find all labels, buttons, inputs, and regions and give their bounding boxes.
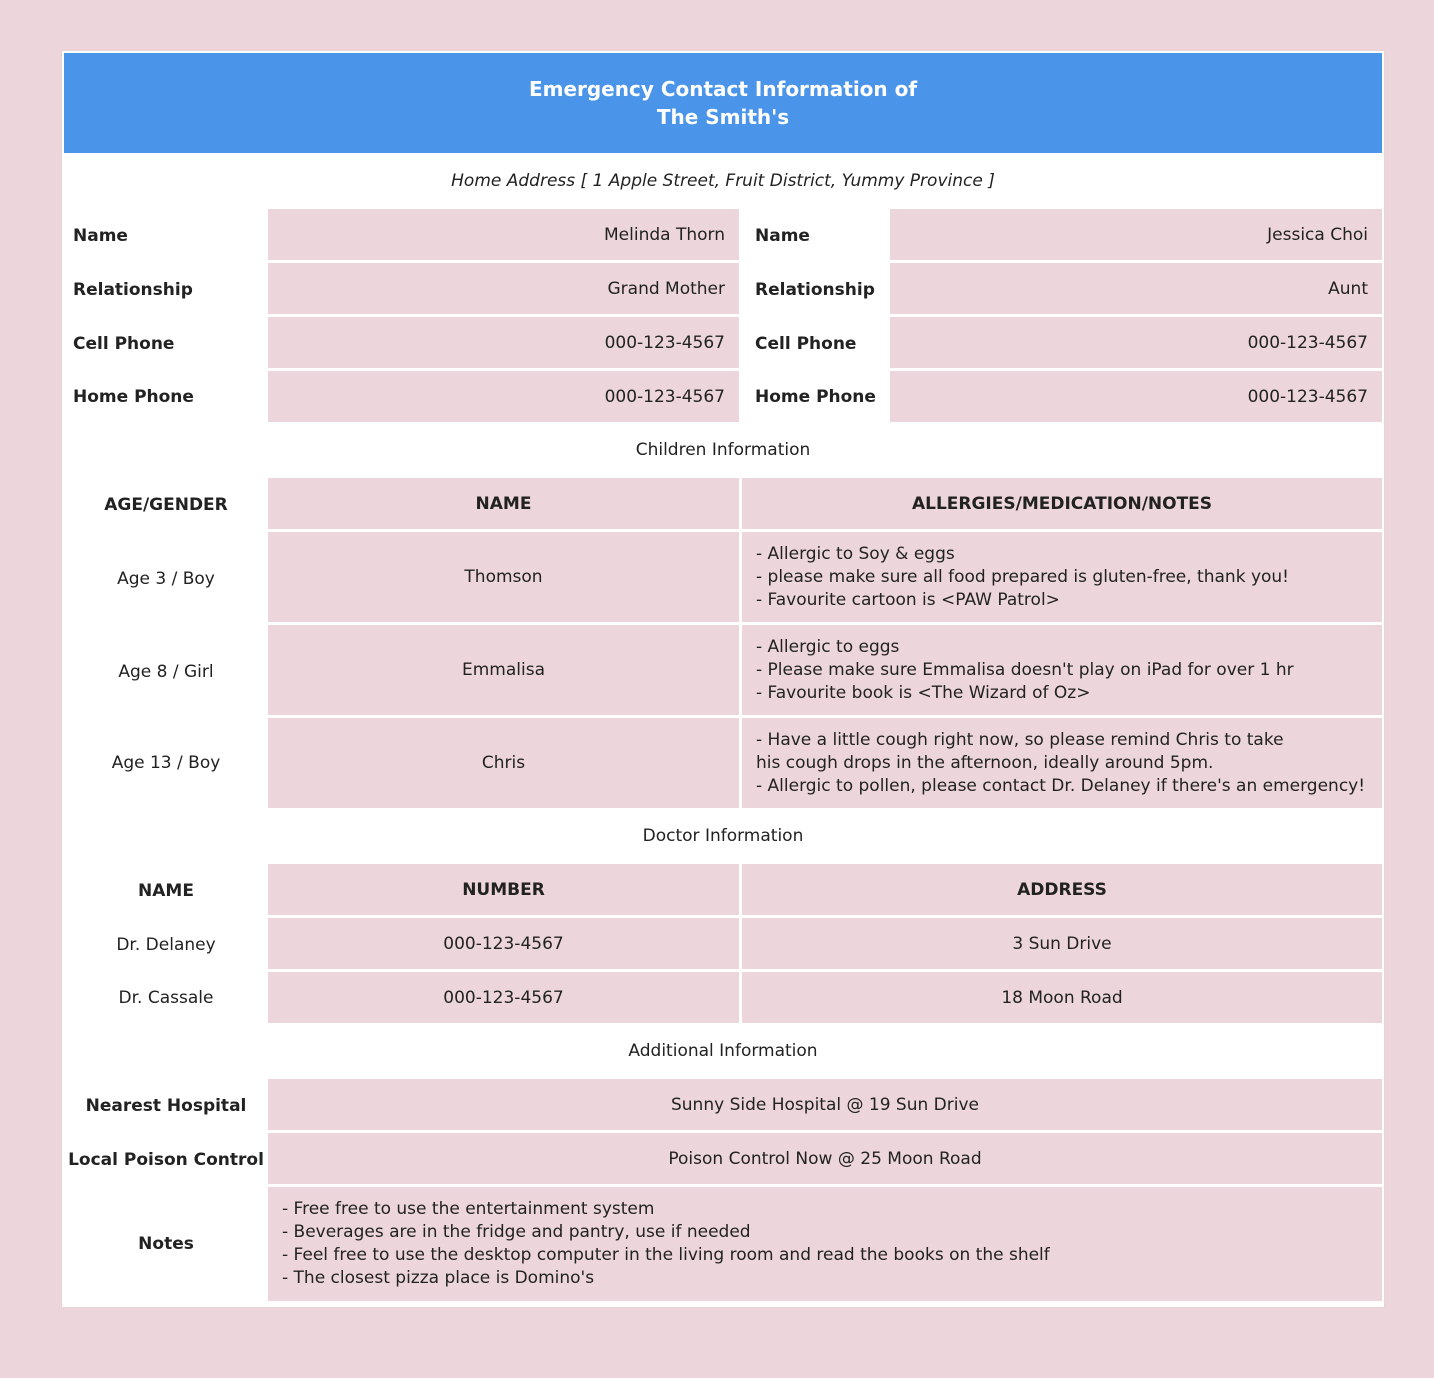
contact-row-home-phone [64,371,1382,422]
page-header [64,53,1382,153]
nearest-hospital-value: Sunny Side Hospital @ 19 Sun Drive [268,1079,1382,1133]
doctors-header-name: NAME [138,881,194,901]
children-table [64,478,1382,808]
children-row [64,532,1382,625]
additional-row-notes [64,1187,1382,1301]
doctors-header-row [64,864,1382,918]
label-cell-phone-right: Cell Phone [739,317,890,371]
children-header-name: NAME [268,478,742,532]
additional-row-hospital [64,1079,1382,1133]
left-contact-home-phone: 000-123-4567 [268,371,739,422]
doctor-address: 3 Sun Drive [742,918,1382,972]
contact-row-relationship [64,263,1382,317]
doctor-number: 000-123-4567 [268,972,742,1023]
doctor-row [64,918,1382,972]
child-name: Chris [268,718,742,808]
label-home-phone-left: Home Phone [64,371,268,422]
emergency-contact-sheet [62,51,1384,1307]
contacts-table [64,209,1382,422]
left-contact-name: Melinda Thorn [268,209,739,263]
child-notes: - Allergic to eggs - Please make sure Emmalisa doesn't play on iPad for over 1 hr - Favourite book is <The Wizard of Oz> [742,625,1382,718]
doctor-address: 18 Moon Road [742,972,1382,1023]
label-home-phone-right: Home Phone [739,371,890,422]
right-contact-cell-phone: 000-123-4567 [890,317,1382,371]
notes-label: Notes [138,1234,194,1254]
home-address: Home Address [ 1 Apple Street, Fruit District, Yummy Province ] [451,171,995,191]
label-name-left: Name [64,209,268,263]
doctors-header-address: ADDRESS [742,864,1382,918]
doctor-name: Dr. Cassale [118,987,214,1008]
right-contact-relationship: Aunt [890,263,1382,317]
children-row [64,718,1382,808]
doctor-number: 000-123-4567 [268,918,742,972]
doctors-header-number: NUMBER [268,864,742,918]
additional-row-poison-control [64,1133,1382,1187]
child-name: Emmalisa [268,625,742,718]
label-cell-phone-left: Cell Phone [64,317,268,371]
page-title-line1: Emergency Contact Information of [528,77,918,101]
additional-section-title: Additional Information [628,1041,818,1061]
left-contact-cell-phone: 000-123-4567 [268,317,739,371]
child-notes: - Allergic to Soy & eggs - please make sure all food prepared is gluten-free, thank you! - Favourite cartoon is <PAW Patrol> [742,532,1382,625]
poison-control-label: Local Poison Control [68,1150,264,1170]
label-name-right: Name [739,209,890,263]
children-header-age-gender: AGE/GENDER [104,495,228,515]
doctor-name: Dr. Delaney [116,935,216,955]
right-contact-name: Jessica Choi [890,209,1382,263]
label-relationship-left: Relationship [64,263,268,317]
child-name: Thomson [268,532,742,625]
child-notes: - Have a little cough right now, so please remind Chris to take his cough drops in the afternoon, ideally around 5pm. - Allergic to pollen, please contact Dr. Delaney if there's an emergency! [742,718,1382,808]
notes-value: - Free free to use the entertainment system - Beverages are in the fridge and pantry, use if needed - Feel free to use the desktop computer in the living room and read the books on the shelf - The closest pizza place is Domino's [268,1187,1382,1301]
children-header-notes: ALLERGIES/MEDICATION/NOTES [742,478,1382,532]
doctors-section-title: Doctor Information [642,826,804,846]
doctors-table [64,864,1382,1023]
children-section-title: Children Information [635,440,811,460]
left-contact-relationship: Grand Mother [268,263,739,317]
children-header-row [64,478,1382,532]
children-row [64,625,1382,718]
contact-row-name [64,209,1382,263]
contact-row-cell-phone [64,317,1382,371]
child-age-gender: Age 13 / Boy [111,753,221,773]
additional-table [64,1079,1382,1301]
nearest-hospital-label: Nearest Hospital [85,1096,247,1116]
right-contact-home-phone: 000-123-4567 [890,371,1382,422]
page-title-line2: The Smith's [656,105,790,129]
poison-control-value: Poison Control Now @ 25 Moon Road [268,1133,1382,1187]
child-age-gender: Age 8 / Girl [118,661,214,682]
label-relationship-right: Relationship [739,263,890,317]
child-age-gender: Age 3 / Boy [117,568,215,589]
doctor-row [64,972,1382,1023]
